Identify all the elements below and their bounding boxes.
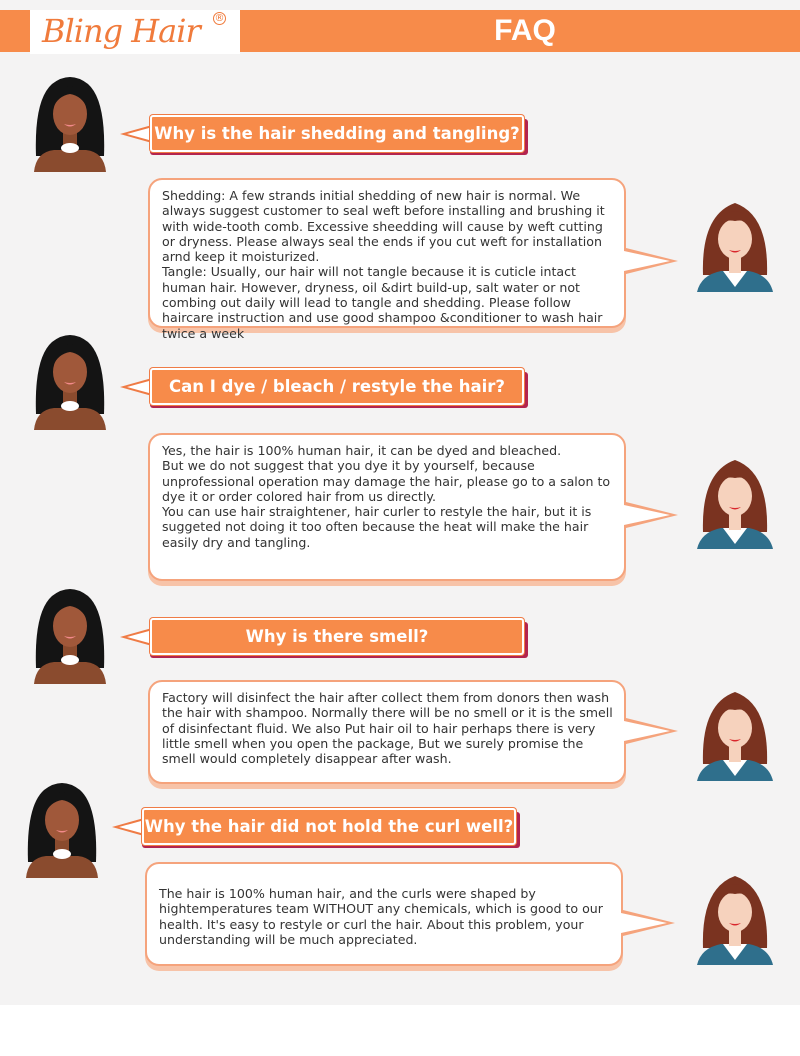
faq-question-1	[120, 115, 530, 155]
registered-mark: ®	[214, 13, 225, 24]
answer-text: Shedding: A few strands initial shedding of new hair is normal. We always suggest customer to seal weft before installing and brushing it with wide-tooth comb. Excessive sheedding will cause by weft cutting or dryness. Please always seal the ends if you cut weft for installation arnd keep it moisturized. Tangle: Usually, our hair will not tangle because it is cuticle intact human hair. However, dryness, oil &dirt build-up, salt water or not combing out daily will lead to tangle and shedding. Please follow haircare instruction and use good shampoo &conditioner to wash hair twice a week	[162, 188, 605, 341]
faq-question-4	[112, 808, 522, 848]
logo-text: Bling Hair	[42, 12, 200, 50]
question-text: Why is the hair shedding and tangling?	[154, 124, 520, 143]
support-agent-avatar-icon	[695, 452, 775, 549]
question-text: Can I dye / bleach / restyle the hair?	[169, 377, 505, 396]
faq-answer-3	[148, 680, 626, 784]
faq-answer-4	[145, 862, 623, 966]
answer-text: The hair is 100% human hair, and the curls were shaped by hightemperatures team WITHOUT any chemicals, which is good to our health. It's easy to restyle or curl the hair. About this problem, your understanding will be much appreciated.	[159, 886, 603, 947]
page-title: FAQ	[494, 14, 556, 47]
support-agent-avatar-icon	[695, 868, 775, 965]
customer-avatar-icon	[22, 776, 102, 878]
faq-answer-2	[148, 433, 626, 581]
support-agent-avatar-icon	[695, 195, 775, 292]
customer-avatar-icon	[30, 582, 110, 684]
customer-avatar-icon	[30, 70, 110, 172]
question-text: Why the hair did not hold the curl well?	[144, 817, 514, 836]
faq-question-3	[120, 618, 530, 658]
answer-text: Factory will disinfect the hair after collect them from donors then wash the hair with shampoo. Normally there will be no smell or it is the smell of disinfectant fluid. We also Put hair oil to hair perhaps there is very little smell when you open the package, But we surely promise the smell would completely disappear after wash.	[162, 690, 613, 767]
faq-question-2	[120, 368, 530, 408]
support-agent-avatar-icon	[695, 684, 775, 781]
brand-logo	[30, 10, 240, 54]
customer-avatar-icon	[30, 328, 110, 430]
faq-answer-1	[148, 178, 626, 341]
answer-text: Yes, the hair is 100% human hair, it can be dyed and bleached. But we do not suggest that you dye it by yourself, because unprofessional operation may damage the hair, please go to a salon to dye it or order colored hair from us directly. You can use hair straightener, hair curler to restyle the hair, but it is suggeted not doing it too often because the heat will make the hair easily dry and tangling.	[162, 443, 611, 550]
question-text: Why is there smell?	[245, 627, 429, 646]
